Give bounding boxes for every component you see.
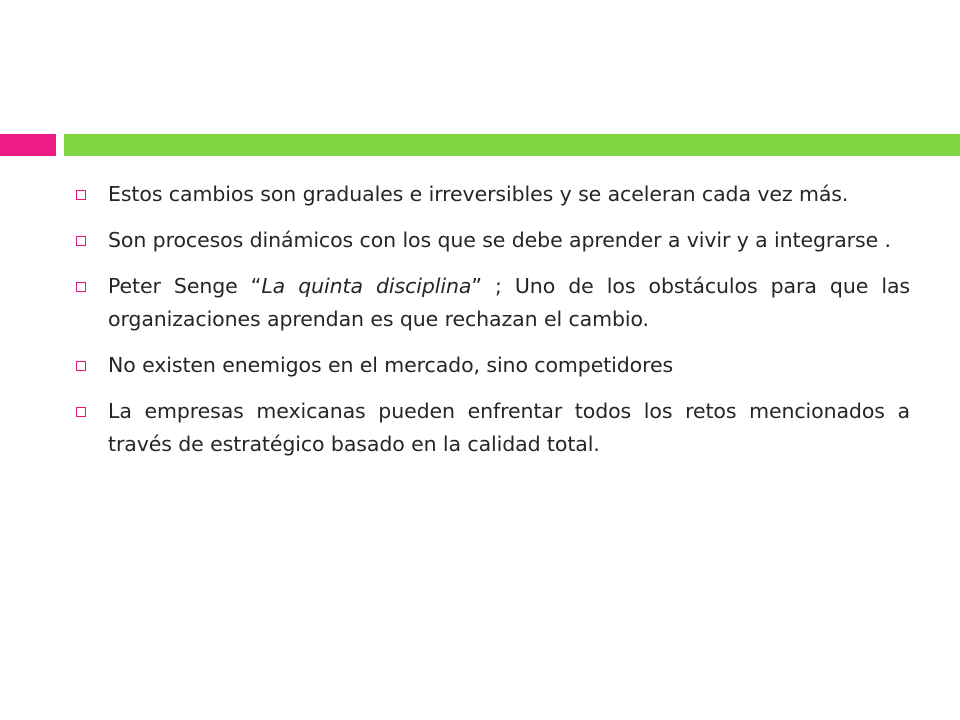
bullet-text: Son procesos dinámicos con los que se debe aprender a vivir y a integrarse . [108,228,891,252]
bullet-item [76,224,910,257]
hollow-square-bullet-icon [76,236,86,246]
bullet-text: No existen enemigos en el mercado, sino competidores [108,353,674,377]
bullet-text: La empresas mexicanas pueden enfrentar todos los retos mencionados a través de estratégico basado en la calidad total. [108,399,910,456]
hollow-square-bullet-icon [76,282,86,292]
hollow-square-bullet-icon [76,361,86,371]
book-title: La quinta disciplina [261,274,472,298]
hollow-square-bullet-icon [76,407,86,417]
bullet-text-after: ” ; Uno de los obstáculos para que las organizaciones aprendan es que rechazan el cambio. [108,274,910,331]
bullet-text-before: Peter Senge “ [108,274,262,298]
accent-bar-green [64,134,960,156]
bullet-text [108,274,910,331]
bullet-item [76,349,910,382]
accent-bar-pink [0,134,56,156]
bullet-item [76,395,910,461]
hollow-square-bullet-icon [76,190,86,200]
bullet-item [76,178,910,211]
bullet-list [76,178,910,474]
bullet-item [76,270,910,336]
bullet-text: Estos cambios son graduales e irreversibles y se aceleran cada vez más. [108,182,849,206]
